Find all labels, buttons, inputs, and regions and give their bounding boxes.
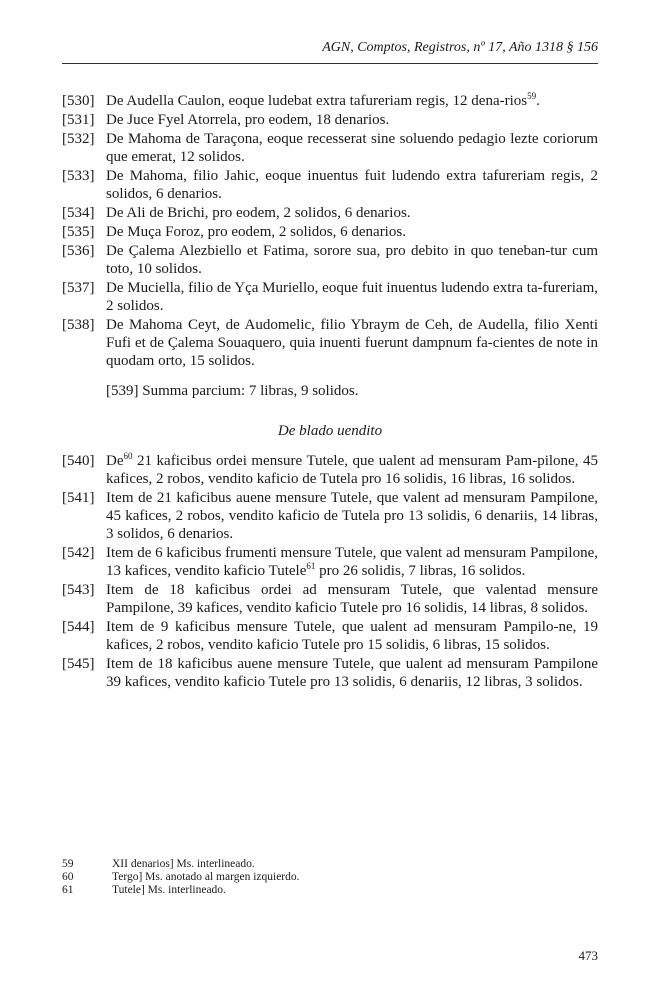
- footnote-number: 59: [62, 858, 74, 870]
- page-number: 473: [578, 948, 598, 963]
- entries-list-a: [62, 92, 598, 370]
- entry-number: [540]: [62, 453, 95, 469]
- footnote-text: Tutele] Ms. interlineado.: [112, 884, 226, 896]
- entry-number: [545]: [62, 656, 95, 672]
- entry-number: [532]: [62, 131, 95, 147]
- entry-544: [62, 618, 598, 654]
- footnote-ref: 60: [123, 451, 133, 461]
- entry-text: Item de 6 kaficibus frumenti mensure Tutele, que valent ad mensuram Pampilone, 13 kafices, vendito kaficio Tutele$^{61}$ pro 26 solidis, 7 libras, 16 solidos.: [106, 545, 598, 579]
- entry-number: [531]: [62, 112, 95, 128]
- footnote-ref: 61: [306, 561, 316, 571]
- entry-542: [62, 544, 598, 580]
- entry-531: [62, 111, 598, 129]
- entry-535: [62, 223, 598, 241]
- footnote-ref: 59: [527, 91, 537, 101]
- running-head: AGN, Comptos, Registros, nº 17, Año 1318 § 156: [322, 40, 598, 55]
- entry-540: [62, 452, 598, 488]
- footnote-text: Tergo] Ms. anotado al margen izquierdo.: [112, 871, 300, 883]
- entry-534: [62, 204, 598, 222]
- entry-number: [533]: [62, 168, 95, 184]
- entry-number: [542]: [62, 545, 95, 561]
- entry-text: Item de 9 kaficibus mensure Tutele, que ualent ad mensuram Pampilo-ne, 19 kafices, 2 robos, vendito kaficio Tutele pro 15 solidis, 6 libras, 15 solidos.: [106, 619, 598, 653]
- summary-line: [539] Summa parcium: 7 libras, 9 solidos.: [106, 383, 359, 399]
- entry-text: Item de 18 kaficibus auene mensure Tutele, que ualent ad mensuram Pampilone 39 kafices, vendito kaficio Tutele pro 13 solidis, 6 denariis, 12 libras, 3 solidos.: [106, 656, 598, 690]
- footnotes: [62, 858, 598, 897]
- section-title: De blado uendito: [277, 423, 383, 439]
- entry-number: [530]: [62, 93, 95, 109]
- entry-number: [536]: [62, 243, 95, 259]
- entry-number: [537]: [62, 280, 95, 296]
- entry-537: [62, 279, 598, 315]
- entry-text: De Audella Caulon, eoque ludebat extra tafureriam regis, 12 dena-rios$^{59}$.: [106, 91, 540, 109]
- entry-538: [62, 316, 598, 370]
- entry-number: [534]: [62, 205, 95, 221]
- footnote: [62, 871, 598, 884]
- footnote-number: 61: [62, 884, 74, 896]
- entry-text: Item de 21 kaficibus auene mensure Tutele, que valent ad mensuram Pampilone, 45 kafices, 2 robos, vendito kaficio de Tutela pro 13 solidis, 6 denariis, 14 libras, 3 solidos, 6 denarios.: [106, 490, 598, 542]
- entry-text: De Muciella, filio de Yça Muriello, eoque fuit inuentus ludendo extra ta-fureriam, 2 solidos.: [106, 280, 598, 314]
- entry-text: Item de 18 kaficibus ordei ad mensuram Tutele, que valentad mensure Pampilone, 39 kafices, vendito kaficio Tutele pro 16 solidis, 14 libras, 8 solidos.: [106, 582, 598, 616]
- entry-number: [538]: [62, 317, 95, 333]
- entry-number: [543]: [62, 582, 95, 598]
- entry-number: [541]: [62, 490, 95, 506]
- entry-545: [62, 655, 598, 691]
- entry-530: [62, 92, 598, 110]
- header-rule: [62, 63, 598, 64]
- entry-text: De Mahoma Ceyt, de Audomelic, filio Ybraym de Ceh, de Audella, filio Xenti Fufi et de Çalema Souaquero, quia inuenti fuerunt dampnum fa-cientes de note in quodam orto, 15 solidos.: [106, 317, 598, 369]
- footnote-number: 60: [62, 871, 74, 883]
- entry-533: [62, 167, 598, 203]
- entry-text: De Muça Foroz, pro eodem, 2 solidos, 6 denarios.: [106, 224, 406, 240]
- entry-543: [62, 581, 598, 617]
- footnote: [62, 858, 598, 871]
- entry-532: [62, 130, 598, 166]
- footnote-text: XII denarios] Ms. interlineado.: [112, 858, 255, 870]
- entry-text: De Juce Fyel Atorrela, pro eodem, 18 denarios.: [106, 112, 390, 128]
- entry-541: [62, 489, 598, 543]
- page-body: [62, 92, 598, 692]
- entry-text: De Mahoma, filio Jahic, eoque inuentus fuit ludendo extra tafureriam regis, 2 solidos, 6 denarios.: [106, 168, 598, 202]
- footnote: [62, 884, 598, 897]
- entry-text: De$^{60}$ 21 kaficibus ordei mensure Tutele, que ualent ad mensuram Pam-pilone, 45 kafices, 2 robos, vendito kaficio de Tutela pro 16 solidis, 16 libras, 16 solidos.: [106, 451, 598, 487]
- entry-text: De Ali de Brichi, pro eodem, 2 solidos, 6 denarios.: [106, 205, 411, 221]
- entry-text: De Çalema Alezbiello et Fatima, sorore sua, pro debito in quo teneban-tur cum toto, 10 solidos.: [106, 243, 598, 277]
- entry-number: [544]: [62, 619, 95, 635]
- entry-536: [62, 242, 598, 278]
- entry-number: [535]: [62, 224, 95, 240]
- entry-text: De Mahoma de Taraçona, eoque recesserat sine soluendo pedagio lezte coriorum que emerat, 12 solidos.: [106, 131, 598, 165]
- entries-list-b: [62, 452, 598, 691]
